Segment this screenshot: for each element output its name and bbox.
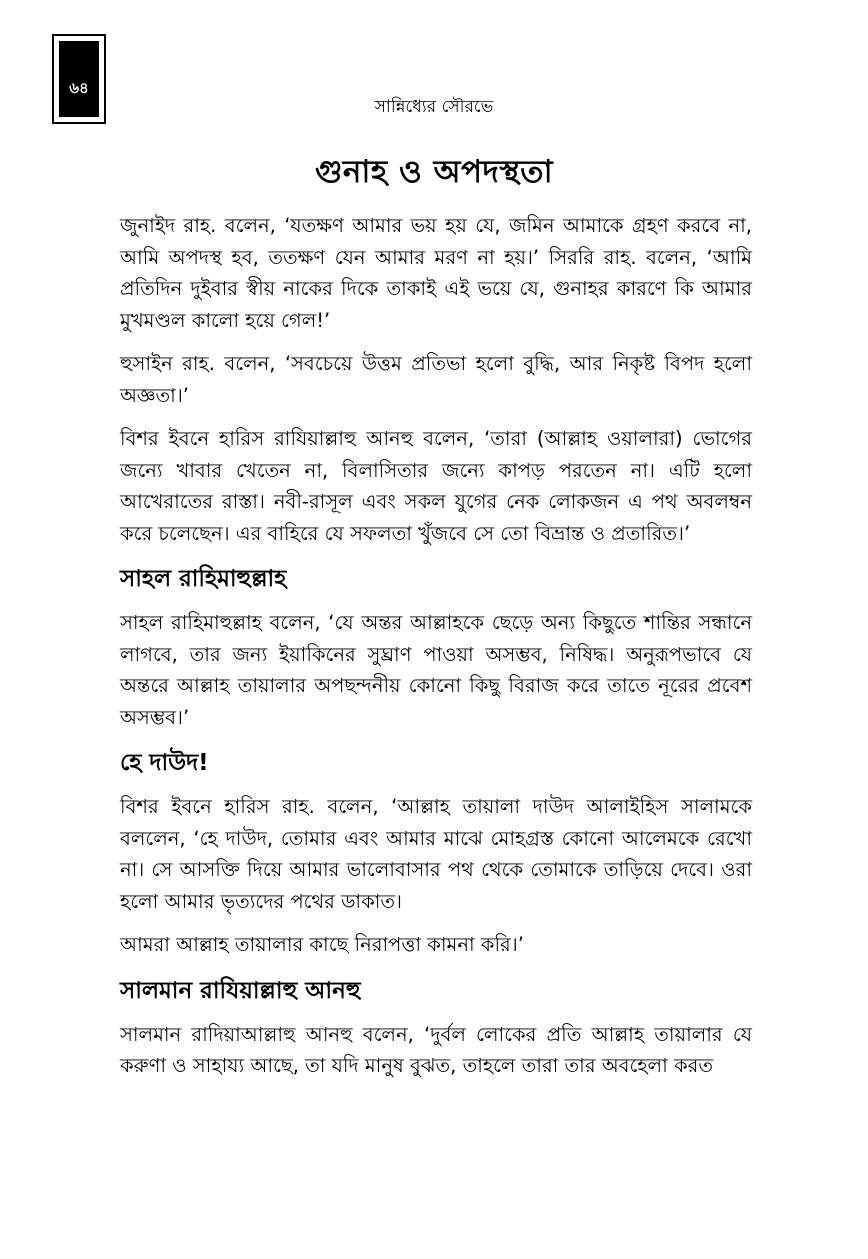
section-heading: সাহল রাহিমাহুল্লাহ	[120, 566, 287, 592]
paragraph: বিশর ইবনে হারিস রাযিয়াল্লাহু আনহু বলেন, ‘তারা (আল্লাহ ওয়ালারা) ভোগের জন্যে খাবার খেতেন না, বিলাসিতার জন্যে কাপড় পরতেন না। এটি হলো আখেরাতের রাস্তা। নবী-রাসূল এবং সকল যুগের নেক লোকজন এ পথ অবলম্বন করে চলেছেন। এর বাহিরে যে সফলতা খুঁজবে সে তো বিভ্রান্ত ও প্রতারিত।’	[120, 427, 752, 545]
paragraph: বিশর ইবনে হারিস রাহ. বলেন, ‘আল্লাহ তায়ালা দাউদ আলাইহিস সালামকে বললেন, ‘হে দাউদ, তোমার এবং আমার মাঝে মোহগ্রস্ত কোনো আলেমকে রেখো না। সে আসক্তি দিয়ে আমার ভালোবাসার পথ থেকে তোমাকে তাড়িয়ে দেবে। ওরা হলো আমার ভৃত্যদের পথের ডাকাত।	[120, 795, 752, 913]
paragraph: সাহল রাহিমাহুল্লাহ বলেন, ‘যে অন্তর আল্লাহকে ছেড়ে অন্য কিছুতে শান্তির সন্ধানে লাগবে, তার জন্য ইয়াকিনের সুঘ্রাণ পাওয়া অসম্ভব, নিষিদ্ধ। অনুরূপভাবে যে অন্তরে আল্লাহ তায়ালার অপছন্দনীয় কোনো কিছু বিরাজ করে তাতে নূরের প্রবেশ অসম্ভব।’	[120, 611, 752, 729]
paragraph: আমরা আল্লাহ তায়ালার কাছে নিরাপত্তা কামনা করি।’	[120, 933, 524, 956]
section-heading: হে দাউদ!	[120, 750, 209, 776]
page-number: ৬৪	[59, 41, 99, 117]
paragraph: হুসাইন রাহ. বলেন, ‘সবচেয়ে উত্তম প্রতিভা হলো বুদ্ধি, আর নিকৃষ্ট বিপদ হলো অজ্ঞতা।’	[120, 352, 752, 407]
chapter-title: গুনাহ ও অপদস্থতা	[314, 154, 554, 190]
paragraph: সালমান রাদিয়াআল্লাহু আনহু বলেন, ‘দুর্বল লোকের প্রতি আল্লাহ তায়ালার যে করুণা ও সাহায্য আছে, তা যদি মানুষ বুঝত, তাহলে তারা তার অবহেলা করত	[120, 1022, 752, 1077]
paragraph: জুনাইদ রাহ. বলেন, ‘যতক্ষণ আমার ভয় হয় যে, জমিন আমাকে গ্রহণ করবে না, আমি অপদস্থ হব, ততক্ষণ যেন আমার মরণ না হয়।’ সিররি রাহ. বলেন, ‘আমি প্রতিদিন দুইবার স্বীয় নাকের দিকে তাকাই এই ভয়ে যে, গুনাহর কারণে কি আমার মুখমণ্ডল কালো হয়ে গেল!’	[120, 214, 752, 332]
page-body	[120, 210, 752, 1094]
running-head: সান্নিধ্যের সৌরভে	[374, 97, 494, 117]
section-heading: সালমান রাযিয়াল্লাহু আনহু	[120, 977, 361, 1004]
